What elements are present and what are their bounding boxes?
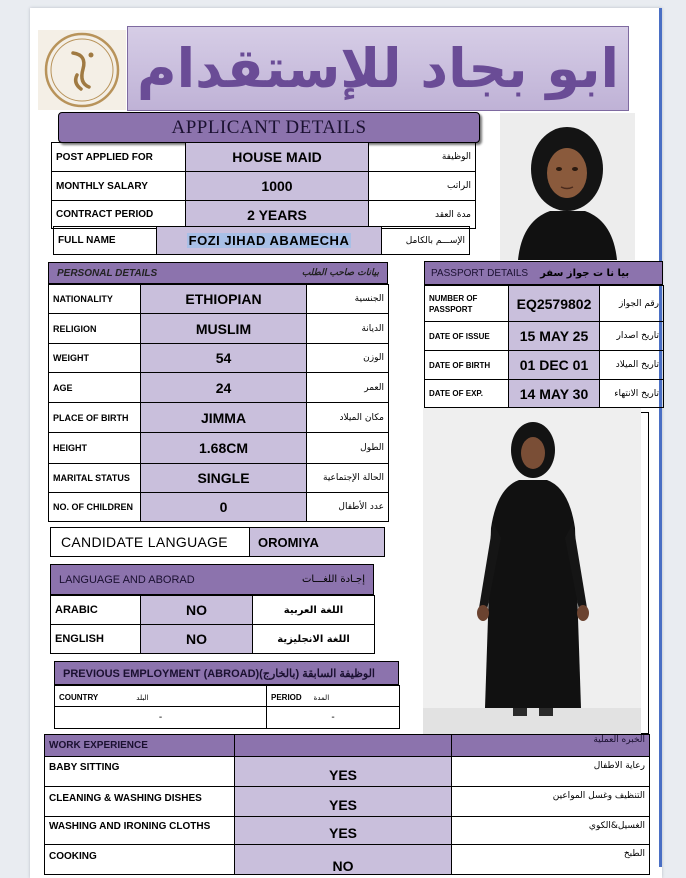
- previous-employment-title: PREVIOUS EMPLOYMENT (ABROAD)(الوظيفة السابقة (بالخارج: [63, 667, 375, 680]
- contract-label: CONTRACT PERIOD: [52, 201, 186, 229]
- table-row: [54, 227, 470, 255]
- passport-details-table: [424, 285, 664, 408]
- table-row: [51, 596, 375, 625]
- previous-employment-table: [54, 685, 400, 729]
- table-row: [49, 464, 389, 493]
- post-label: POST APPLIED FOR: [52, 143, 186, 172]
- full-name-label-ar: الإســـم بالكامل: [382, 227, 470, 255]
- salary-label: MONTHLY SALARY: [52, 172, 186, 201]
- marital-status-label: MARITAL STATUS: [49, 464, 141, 493]
- place-of-birth-label-ar: مكان الميلاد: [307, 403, 389, 433]
- age-label: AGE: [49, 373, 141, 403]
- weight-label: WEIGHT: [49, 344, 141, 373]
- table-row: [45, 735, 650, 757]
- height-value: 1.68CM: [141, 433, 307, 464]
- table-row: [55, 686, 400, 707]
- religion-label: RELIGION: [49, 314, 141, 344]
- nationality-label-ar: الجنسية: [307, 285, 389, 314]
- period-header-cell: [267, 686, 400, 707]
- table-row: [425, 286, 664, 322]
- nationality-value: ETHIOPIAN: [141, 285, 307, 314]
- table-row: [55, 707, 400, 729]
- table-row: [52, 172, 476, 201]
- birth-date-label-ar: تاريخ الميلاد: [600, 351, 664, 380]
- weight-value: 54: [141, 344, 307, 373]
- age-value: 24: [141, 373, 307, 403]
- work-experience-header-blank: [235, 735, 452, 757]
- table-row: [52, 143, 476, 172]
- cooking-label: COOKING: [45, 845, 235, 875]
- passport-number-label: NUMBER OF PASSPORT: [425, 286, 509, 322]
- religion-value: MUSLIM: [141, 314, 307, 344]
- table-row: [49, 403, 389, 433]
- country-header-cell: [55, 686, 267, 707]
- place-of-birth-label: PLACE OF BIRTH: [49, 403, 141, 433]
- baby-sitting-label-ar: رعاية الاطفال: [452, 757, 650, 787]
- country-label: COUNTRY: [59, 693, 99, 702]
- period-label: PERIOD: [271, 693, 302, 702]
- washing-label: WASHING AND IRONING CLOTHS: [45, 817, 235, 845]
- baby-sitting-label: BABY SITTING: [45, 757, 235, 787]
- company-title: ابو بجاد للإستقدام: [137, 37, 619, 100]
- personal-details-title-ar: بيانات صاحب الطلب: [301, 268, 379, 278]
- job-details-table: [51, 142, 476, 229]
- height-label-ar: الطول: [307, 433, 389, 464]
- table-row: [49, 285, 389, 314]
- table-row: [425, 380, 664, 408]
- children-value: 0: [141, 493, 307, 522]
- nationality-label: NATIONALITY: [49, 285, 141, 314]
- passport-number-label-ar: رقم الجواز: [600, 286, 664, 322]
- expiry-date-label: DATE OF EXP.: [425, 380, 509, 408]
- table-row: [45, 845, 650, 875]
- table-row: [49, 344, 389, 373]
- candidate-language-label: CANDIDATE LANGUAGE: [51, 528, 250, 557]
- salary-value: 1000: [186, 172, 369, 201]
- marital-status-value: SINGLE: [141, 464, 307, 493]
- page-edge-stripe: [659, 8, 662, 867]
- table-row: [49, 373, 389, 403]
- language-table: [50, 595, 375, 654]
- passport-details-title: PASSPORT DETAILS: [431, 267, 529, 279]
- post-label-ar: الوظيفة: [369, 143, 476, 172]
- expiry-date-label-ar: تاريخ الانتهاء: [600, 380, 664, 408]
- cooking-label-ar: الطبخ: [452, 845, 650, 875]
- period-value: -: [267, 707, 400, 729]
- passport-details-title-ar: بيا نا ت جواز سفر: [540, 267, 630, 279]
- contract-label-ar: مدة العقد: [369, 201, 476, 229]
- portrait-photo: [500, 113, 635, 260]
- table-row: [49, 433, 389, 464]
- table-row: [425, 322, 664, 351]
- language-header: [50, 564, 374, 595]
- table-row: [45, 757, 650, 787]
- washing-value: YES: [235, 817, 452, 845]
- passport-details-header: [424, 261, 663, 285]
- english-label: ENGLISH: [51, 625, 141, 654]
- language-title-ar: إجـادة اللغـــات: [301, 574, 365, 585]
- company-title-banner: [127, 26, 629, 111]
- arabic-value: NO: [141, 596, 253, 625]
- cleaning-value: YES: [235, 787, 452, 817]
- table-row: [45, 787, 650, 817]
- salary-label-ar: الراتب: [369, 172, 476, 201]
- candidate-language-table: [50, 527, 385, 557]
- expiry-date-value: 14 MAY 30: [509, 380, 600, 408]
- country-label-ar: البلد: [136, 694, 149, 702]
- issue-date-label: DATE OF ISSUE: [425, 322, 509, 351]
- contract-value: 2 YEARS: [186, 201, 369, 229]
- religion-label-ar: الديانة: [307, 314, 389, 344]
- work-experience-title-ar: الخبره العملية: [452, 735, 650, 757]
- personal-details-title: PERSONAL DETAILS: [57, 267, 158, 279]
- language-title: LANGUAGE AND ABORAD: [59, 573, 195, 586]
- work-experience-table: [44, 734, 650, 875]
- english-value: NO: [141, 625, 253, 654]
- cleaning-label-ar: التنظيف وغسل المواعين: [452, 787, 650, 817]
- height-label: HEIGHT: [49, 433, 141, 464]
- personal-details-table: [48, 284, 389, 522]
- table-row: [45, 817, 650, 845]
- full-name-value[interactable]: FOZI JIHAD ABAMECHA: [188, 232, 350, 248]
- country-value: -: [55, 707, 267, 729]
- table-row: [425, 351, 664, 380]
- company-logo: [38, 30, 126, 110]
- full-name-table: [53, 226, 470, 255]
- passport-number-value: EQ2579802: [509, 286, 600, 322]
- issue-date-label-ar: تاريخ اصدار: [600, 322, 664, 351]
- candidate-language-value: OROMIYA: [250, 528, 385, 557]
- table-row: [49, 493, 389, 522]
- weight-label-ar: الوزن: [307, 344, 389, 373]
- birth-date-label: DATE OF BIRTH: [425, 351, 509, 380]
- issue-date-value: 15 MAY 25: [509, 322, 600, 351]
- full-body-photo: [423, 408, 641, 736]
- work-experience-title: WORK EXPERIENCE: [45, 735, 235, 757]
- cooking-value: NO: [235, 845, 452, 875]
- table-row: [51, 625, 375, 654]
- applicant-details-header: [58, 112, 480, 143]
- arabic-label-ar: اللغة العربية: [253, 596, 375, 625]
- baby-sitting-value: YES: [235, 757, 452, 787]
- table-row: [49, 314, 389, 344]
- arabic-label: ARABIC: [51, 596, 141, 625]
- applicant-details-title: APPLICANT DETAILS: [171, 116, 367, 138]
- post-value: HOUSE MAID: [186, 143, 369, 172]
- period-label-ar: المدة: [313, 694, 330, 702]
- place-of-birth-value: JIMMA: [141, 403, 307, 433]
- previous-employment-header: [54, 661, 399, 685]
- full-name-label: FULL NAME: [54, 227, 157, 255]
- birth-date-value: 01 DEC 01: [509, 351, 600, 380]
- table-row: [51, 528, 385, 557]
- children-label-ar: عدد الأطفال: [307, 493, 389, 522]
- cleaning-label: CLEANING & WASHING DISHES: [45, 787, 235, 817]
- english-label-ar: اللغة الانجليزية: [253, 625, 375, 654]
- age-label-ar: العمر: [307, 373, 389, 403]
- children-label: NO. OF CHILDREN: [49, 493, 141, 522]
- marital-status-label-ar: الحالة الإجتماعية: [307, 464, 389, 493]
- washing-label-ar: الغسيل&الكوي: [452, 817, 650, 845]
- personal-details-header: [48, 262, 388, 284]
- table-row: [52, 201, 476, 229]
- full-name-cell: [157, 227, 382, 255]
